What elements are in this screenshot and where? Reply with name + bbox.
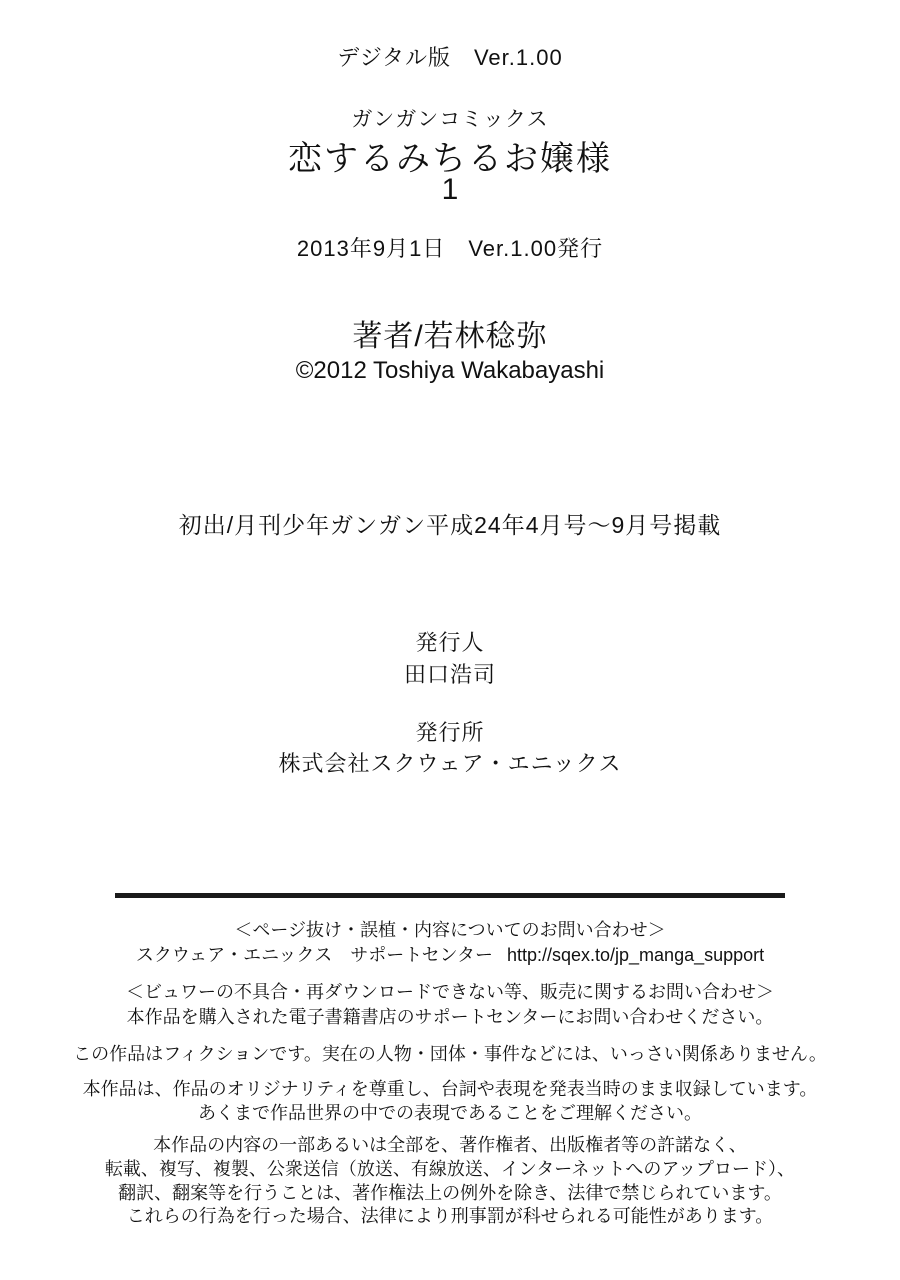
release-date-line: 2013年9月1日 Ver.1.00発行 <box>296 236 604 261</box>
sales-inquiry-contact: 本作品を購入された電子書籍書店のサポートセンターにお問い合わせください。 <box>126 1007 774 1027</box>
fiction-disclaimer: この作品はフィクションです。実在の人物・団体・事件などには、いっさい関係ありません。 <box>73 1044 827 1064</box>
volume-number: 1 <box>441 173 459 206</box>
content-inquiry-heading: ＜ページ抜け・誤植・内容についてのお問い合わせ＞ <box>234 920 666 940</box>
imprint-label: ガンガンコミックス <box>351 108 549 131</box>
content-inquiry-contact <box>0 941 900 967</box>
publisher-name: 株式会社スクウェア・エニックス <box>278 751 622 776</box>
originality-notice-line1: 本作品は、作品のオリジナリティを尊重し、台詞や表現を発表当時のまま収録しています。 <box>82 1079 818 1099</box>
copyright-prohibition-line1: 本作品の内容の一部あるいは全部を、著作権者、出版権者等の許諾なく、 <box>153 1135 747 1155</box>
copyright-line: ©2012 Toshiya Wakabayashi <box>295 357 605 384</box>
edition-version-line: デジタル版 Ver.1.00 <box>337 45 563 70</box>
author-line: 著者/若林稔弥 <box>352 320 548 353</box>
originality-notice-line2: あくまで作品世界の中での表現であることをご理解ください。 <box>198 1103 702 1123</box>
copyright-prohibition-line4: これらの行為を行った場合、法律により刑事罰が科せられる可能性があります。 <box>126 1206 774 1226</box>
first-publication-line: 初出/月刊少年ガンガン平成24年4月号～9月号掲載 <box>178 512 722 538</box>
issuer-name: 田口浩司 <box>403 662 496 687</box>
copyright-prohibition-line2: 転載、複写、複製、公衆送信（放送、有線放送、インターネットへのアップロード）、 <box>104 1159 796 1179</box>
support-center-name: スクウェア・エニックス サポートセンター <box>135 945 493 965</box>
copyright-prohibition-line3: 翻訳、翻案等を行うことは、著作権法上の例外を除き、法律で禁じられています。 <box>118 1183 782 1203</box>
publisher-label: 発行所 <box>415 720 485 745</box>
sales-inquiry-heading: ＜ビュワーの不具合・再ダウンロードできない等、販売に関するお問い合わせ＞ <box>126 982 774 1002</box>
section-divider <box>115 893 785 898</box>
support-url: http://sqex.to/jp_manga_support <box>506 945 765 965</box>
book-title: 恋するみちるお嬢様 <box>288 140 612 178</box>
issuer-label: 発行人 <box>415 630 485 655</box>
